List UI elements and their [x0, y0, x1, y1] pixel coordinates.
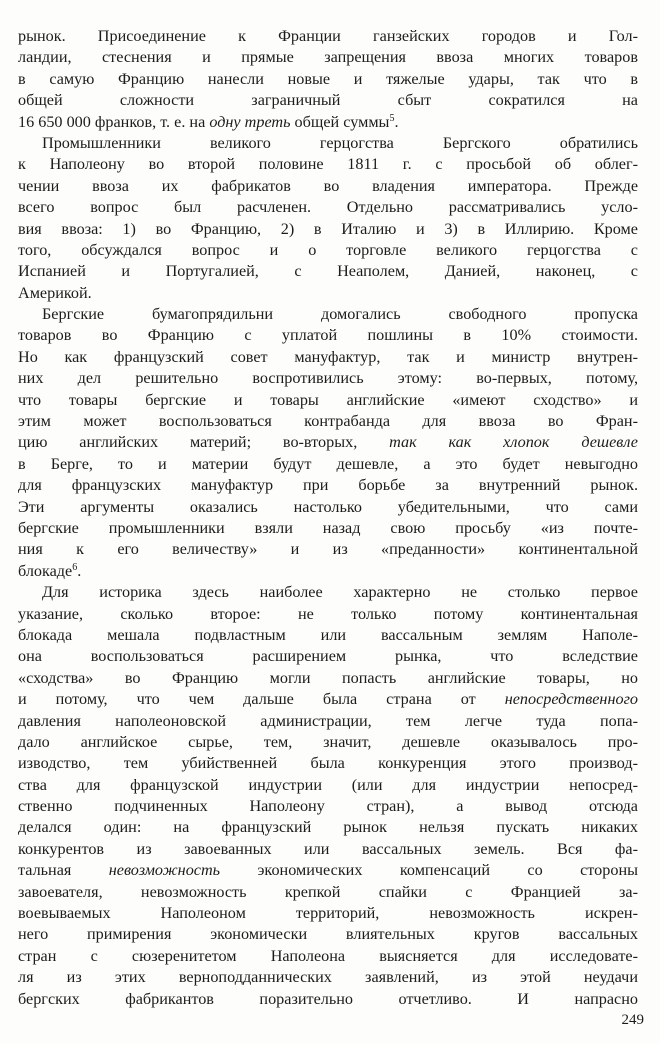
text-run: экономических компенсаций со стороны — [220, 861, 638, 880]
text-run: блокада мешала подвластным или вассальным землям Наполе- — [18, 625, 638, 644]
text-run: и потому, что чем дальше была страна от — [18, 690, 505, 709]
text-line — [18, 304, 638, 325]
italic-text: непосредственного — [504, 690, 638, 709]
text-run: него примирения экономически влиятельных кругов вассальных — [18, 925, 638, 944]
text-run: вия ввоза: 1) во Францию, 2) в Италию и 3) в Иллирию. Кроме — [18, 219, 638, 238]
text-run: что товары бергские и товары английские «имеют сходство» и — [18, 390, 638, 409]
text-run: для французских мануфактур при борьбе за внутренний рынок. — [18, 476, 638, 495]
text-run: бергских фабрикантов поразительно отчетливо. И напрасно — [18, 989, 638, 1008]
text-line — [18, 924, 638, 945]
text-line — [18, 69, 638, 90]
text-run: к Наполеону во второй половине 1811 г. с просьбой об облег- — [18, 155, 638, 174]
text-line — [18, 946, 638, 967]
text-line — [18, 197, 638, 218]
text-line — [18, 47, 638, 68]
text-run: воевываемых Наполеоном территорий, невозможность искрен- — [18, 904, 638, 923]
text-run: ственно подчиненных Наполеону стран), а вывод отсюда — [18, 797, 638, 816]
text-run: общей сложности заграничный сбыт сократился на — [18, 91, 638, 110]
text-run: тальная — [18, 861, 109, 880]
text-run: общей суммы — [290, 112, 390, 131]
text-run: 16 650 000 франков, т. е. на — [18, 112, 210, 131]
text-line — [18, 796, 638, 817]
text-line — [18, 753, 638, 774]
text-line — [18, 454, 638, 475]
text-line — [18, 625, 638, 646]
text-line — [18, 325, 638, 346]
text-line — [18, 646, 638, 667]
text-run: Испанией и Португалией, с Неаполем, Данией, наконец, с — [18, 262, 638, 281]
text-line — [18, 90, 638, 111]
paragraph-p1 — [18, 26, 638, 133]
text-run: ландии, стеснения и прямые запрещения ввоза многих товаров — [18, 48, 638, 67]
text-line — [18, 497, 638, 518]
text-line — [18, 967, 638, 988]
text-run: Эти аргументы оказались настолько убедительными, что сами — [18, 497, 638, 516]
text-run: ства для французской индустрии (или для индустрии непосред- — [18, 775, 638, 794]
text-run: всего вопрос был расчленен. Отдельно рассматривались усло- — [18, 198, 638, 217]
text-run: дало английское сырье, тем, значит, дешевле оказывалось про- — [18, 732, 638, 751]
text-run: конкурентов из завоеванных или вассальных земель. Вся фа- — [18, 839, 638, 858]
text-line — [18, 732, 638, 753]
text-line — [18, 219, 638, 240]
text-run: . — [394, 112, 399, 131]
footnote-marker: 5 — [389, 112, 395, 124]
text-line — [18, 839, 638, 860]
text-run: Америкой. — [18, 283, 92, 302]
text-line — [18, 561, 638, 582]
text-line — [18, 582, 638, 603]
text-run: них дел решительно воспротивились этому: во-первых, потому, — [18, 369, 638, 388]
text-run: бергские промышленники взяли назад свою просьбу «из почте- — [18, 518, 638, 537]
page-number: 249 — [621, 1012, 644, 1028]
text-run: рынок. Присоединение к Франции ганзейских городов и Гол- — [18, 27, 638, 45]
text-run: этим может воспользоваться контрабанда для ввоза во Фран- — [18, 412, 638, 431]
text-run: изводство, тем убийственней была конкуренция этого производ- — [18, 754, 638, 773]
text-line — [18, 860, 638, 881]
text-run: указание, сколько второе: не только потому континентальная — [18, 604, 638, 623]
text-run: . — [77, 561, 82, 580]
text-run: цию английских материй; во-вторых, — [18, 433, 390, 452]
text-line — [18, 347, 638, 368]
text-run: блокаде — [18, 561, 73, 580]
text-run: Бергские бумагопрядильни домогались свободного пропуска — [42, 305, 638, 324]
paragraph-p2 — [18, 133, 638, 304]
text-line — [18, 668, 638, 689]
text-line — [18, 604, 638, 625]
text-line — [18, 432, 638, 453]
paragraph-p3 — [18, 304, 638, 582]
text-run: в Берге, то и материи будут дешевле, а это будет невыгодно — [18, 454, 638, 473]
text-line — [18, 775, 638, 796]
text-run: делался один: на французский рынок нельзя пускать никаких — [18, 818, 638, 837]
text-run: товаров во Францию с уплатой пошлины в 10% стоимости. — [18, 326, 638, 345]
text-line — [18, 989, 638, 1010]
text-line — [18, 882, 638, 903]
text-run: завоевателя, невозможность крепкой спайки с Францией за- — [18, 882, 638, 901]
text-line — [18, 176, 638, 197]
text-line — [18, 283, 638, 304]
italic-text: одну треть — [209, 112, 291, 131]
text-run: ния к его величеству» и из «преданности» континентальной — [18, 540, 638, 559]
italic-text: невозможность — [108, 861, 221, 880]
text-line — [18, 133, 638, 154]
text-line — [18, 539, 638, 560]
text-run: ля из этих верноподданнических заявлений, из этой неудачи — [18, 968, 638, 987]
text-run: она воспользоваться расширением рынка, что вследствие — [18, 647, 638, 666]
text-run: Но как французский совет мануфактур, так и министр внутрен- — [18, 347, 638, 366]
text-run: давления наполеоновской администрации, тем легче туда попа- — [18, 711, 638, 730]
text-line — [18, 817, 638, 838]
page-body-text — [18, 26, 638, 1010]
text-run: Для историка здесь наиболее характерно не столько первое — [42, 583, 638, 602]
text-line — [18, 390, 638, 411]
text-line — [18, 903, 638, 924]
paragraph-p4 — [18, 582, 638, 1010]
footnote-marker: 6 — [72, 561, 78, 573]
text-line — [18, 261, 638, 282]
text-run: чении ввоза их фабрикатов во владения императора. Прежде — [18, 176, 638, 195]
text-run: того, обсуждался вопрос и о торговле великого герцогства с — [18, 240, 638, 259]
text-run: Промышленники великого герцогства Бергского обратились — [42, 133, 638, 152]
text-line — [18, 689, 638, 710]
text-line — [18, 26, 638, 47]
text-line — [18, 411, 638, 432]
text-line — [18, 240, 638, 261]
italic-text: так как хлопок дешевле — [389, 433, 638, 452]
text-run: стран с сюзеренитетом Наполеона выясняется для исследовате- — [18, 946, 638, 965]
text-line — [18, 368, 638, 389]
text-line — [18, 475, 638, 496]
text-line — [18, 711, 638, 732]
text-line — [18, 112, 638, 133]
text-run: в самую Францию нанесли новые и тяжелые удары, так что в — [18, 69, 638, 88]
text-line — [18, 518, 638, 539]
text-run: «сходства» во Францию могли попасть английские товары, но — [18, 668, 638, 687]
text-line — [18, 154, 638, 175]
